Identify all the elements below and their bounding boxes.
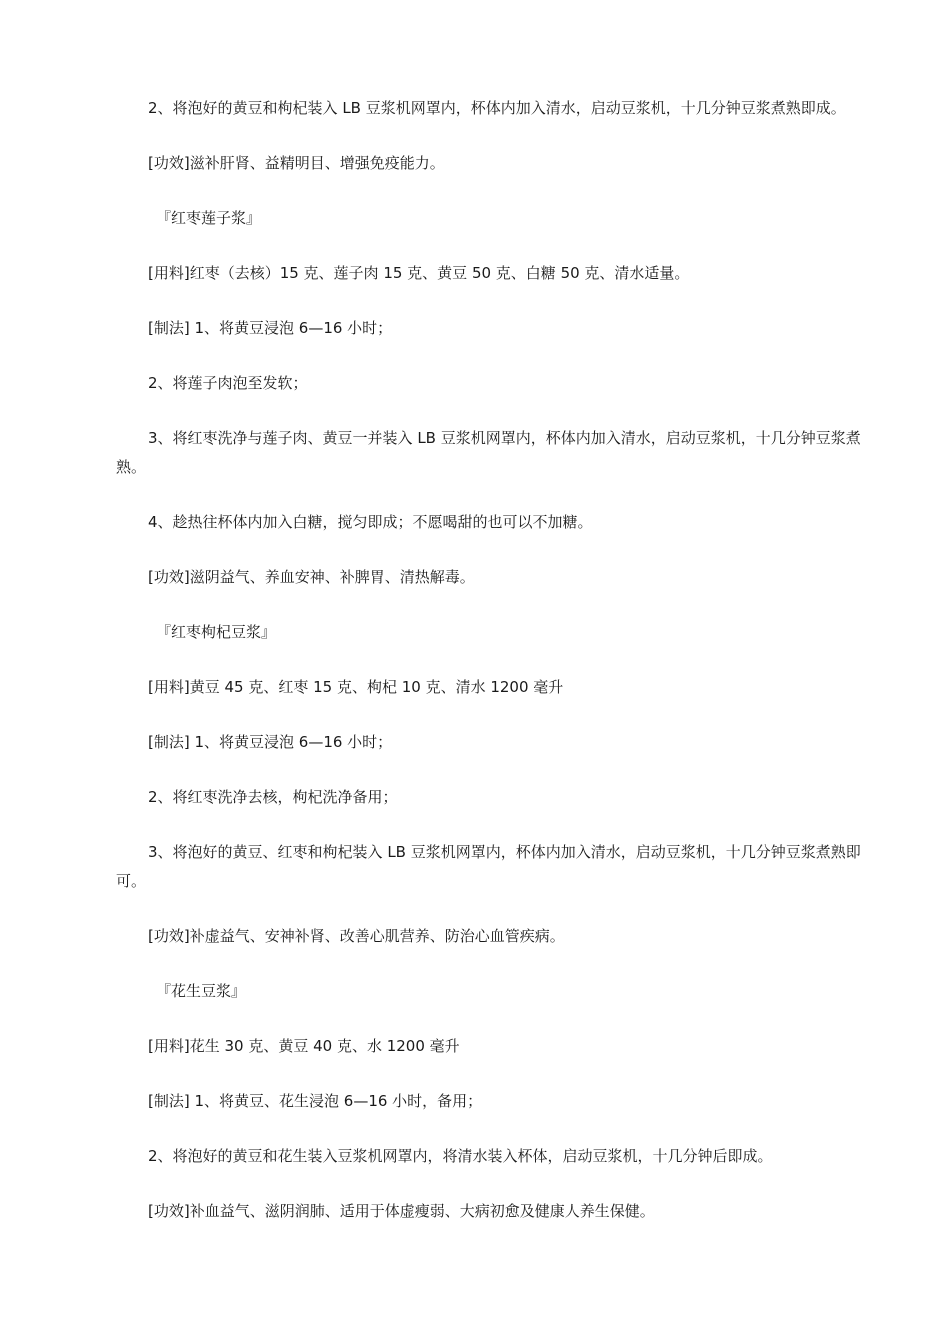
method-step-4-jujube-lotus: 4、趁热往杯体内加入白糖，搅匀即成；不愿喝甜的也可以不加糖。 <box>148 513 593 531</box>
effect-peanut: [功效]补血益气、滋阴润肺、适用于体虚瘦弱、大病初愈及健康人养生保健。 <box>148 1202 655 1220</box>
ingredients-peanut: [用料]花生 30 克、黄豆 40 克、水 1200 毫升 <box>148 1037 460 1055</box>
method-step-2-jujube-lotus: 2、将莲子肉泡至发软； <box>148 374 308 392</box>
effect-jujube-lotus: [功效]滋阴益气、养血安神、补脾胃、清热解毒。 <box>148 568 475 586</box>
step-2-goji-soymilk: 2、将泡好的黄豆和枸杞装入 LB 豆浆机网罩内，杯体内加入清水，启动豆浆机，十几分钟豆浆煮熟即成。 <box>148 99 846 117</box>
method-step-2-peanut: 2、将泡好的黄豆和花生装入豆浆机网罩内，将清水装入杯体，启动豆浆机，十几分钟后即成。 <box>148 1147 773 1165</box>
recipe-title-peanut: 『花生豆浆』 <box>156 982 247 1000</box>
ingredients-jujube-lotus: [用料]红枣（去核）15 克、莲子肉 15 克、黄豆 50 克、白糖 50 克、清水适量。 <box>148 264 690 282</box>
recipe-title-jujube-goji: 『红枣枸杞豆浆』 <box>156 623 277 641</box>
ingredients-jujube-goji: [用料]黄豆 45 克、红枣 15 克、枸杞 10 克、清水 1200 毫升 <box>148 678 564 696</box>
effect-jujube-goji: [功效]补虚益气、安神补肾、改善心肌营养、防治心血管疾病。 <box>148 927 565 945</box>
method-step-1-jujube-goji: [制法] 1、将黄豆浸泡 6—16 小时； <box>148 733 393 751</box>
method-step-1-peanut: [制法] 1、将黄豆、花生浸泡 6—16 小时，备用； <box>148 1092 483 1110</box>
document-body <box>116 94 878 1226</box>
method-step-3-jujube-goji: 3、将泡好的黄豆、红枣和枸杞装入 LB 豆浆机网罩内，杯体内加入清水，启动豆浆机，十几分钟豆浆煮熟即可。 <box>116 843 861 890</box>
recipe-title-jujube-lotus: 『红枣莲子浆』 <box>156 209 262 227</box>
method-step-1-jujube-lotus: [制法] 1、将黄豆浸泡 6—16 小时； <box>148 319 393 337</box>
method-step-3-jujube-lotus: 3、将红枣洗净与莲子肉、黄豆一并装入 LB 豆浆机网罩内，杯体内加入清水，启动豆浆机，十几分钟豆浆煮熟。 <box>116 429 861 476</box>
effect-goji-soymilk: [功效]滋补肝肾、益精明目、增强免疫能力。 <box>148 154 445 172</box>
method-step-2-jujube-goji: 2、将红枣洗净去核，枸杞洗净备用； <box>148 788 398 806</box>
